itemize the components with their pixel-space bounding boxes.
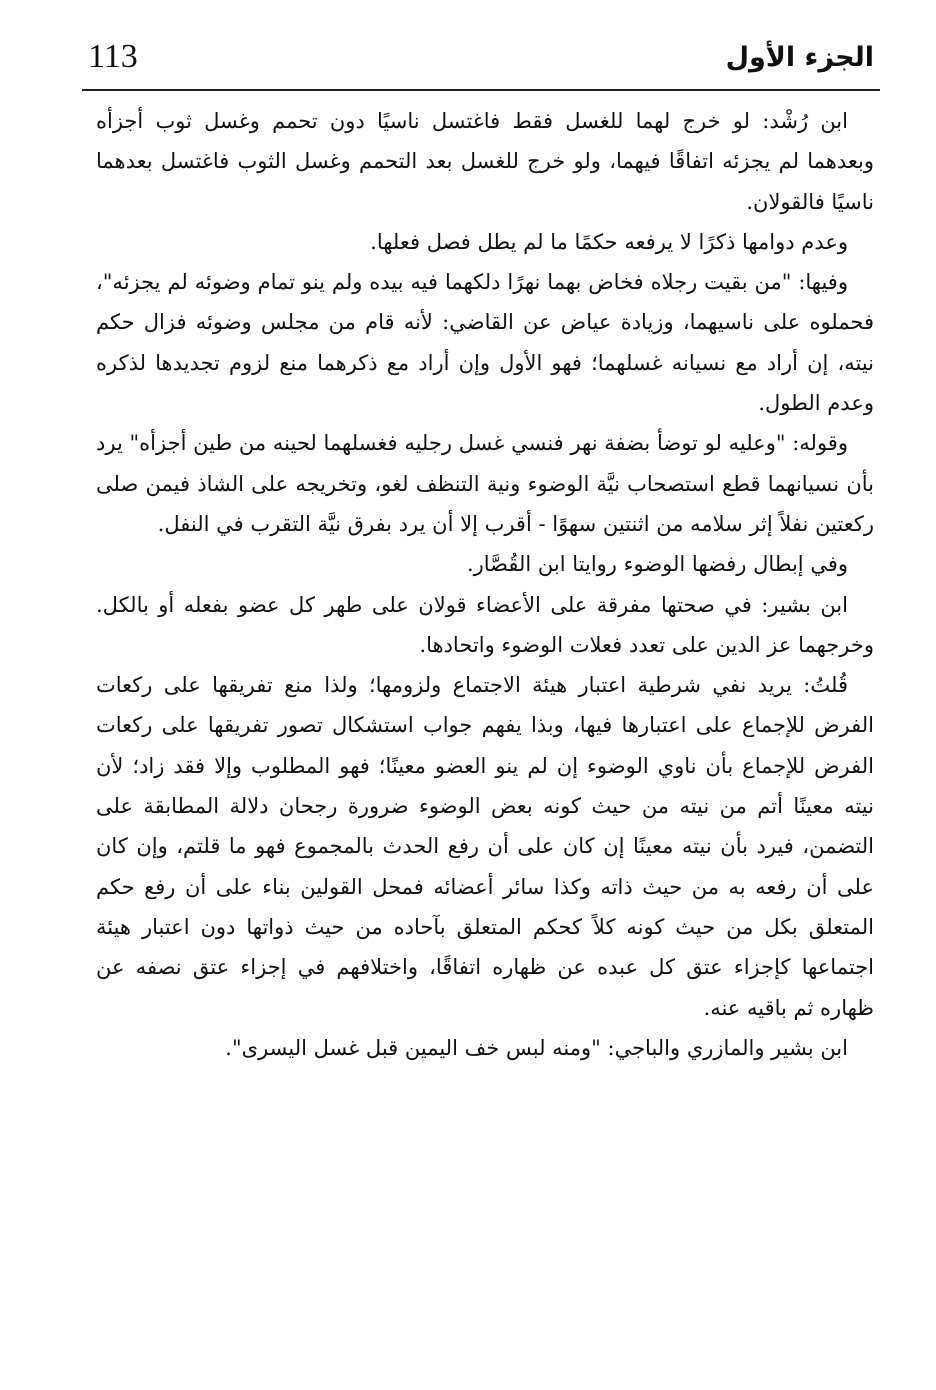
paragraph: قُلتُ: يريد نفي شرطية اعتبار هيئة الاجتماع ولزومها؛ ولذا منع تفريقها على ركعات الفرض للإجماع على اعتبارها فيها، وبذا يفهم جواب استشكال تصور تفريقها على ركعات الفرض للإجماع بأن ناوي الوضوء إن لم ينو العضو معينًا؛ فهو المطلوب وإلا فقد زاد؛ لأن نيته معينًا أتم من نيته من حيث كونه بعض الوضوء ضرورة رجحان دلالة المطابقة على التضمن، فيرد بأن نيته معينًا إن كان على أن رفع الحدث بالمجموع فهو ما قلتم، وإن كان على أن رفعه به من حيث ذاته وكذا سائر أعضائه فمحل القولين بناء على أن رفع حكم المتعلق بكل من حيث كونه كلاً كحكم المتعلق بآحاده من حيث ذواتها دون اعتبار هيئة اجتماعها كإجزاء عتق كل عبده عن ظهاره اتفاقًا، واختلافهم في إجزاء عتق نصفه عن ظهاره ثم باقيه عنه. [96,673,874,1020]
page-body [96,101,874,1068]
running-title: الجزء الأول [725,42,874,73]
page-header [0,0,936,100]
paragraph: وعدم دوامها ذكرًا لا يرفعه حكمًا ما لم يطل فصل فعلها. [370,229,848,254]
paragraph: ابن بشير والمازري والباجي: "ومنه لبس خف اليمين قبل غسل اليسرى". [225,1035,848,1060]
paragraph: وفيها: "من بقيت رجلاه فخاض بهما نهرًا دلكهما فيه بيده ولم ينو تمام وضوئه لم يجزئه"، فحملوه على ناسيهما، وزيادة عياض عن القاضي: لأنه قام من مجلس وضوئه فزال حكم نيته، إن أراد مع نسيانه غسلهما؛ فهو الأول وإن أراد مع ذكرهما منع لزوم تجديدها لذكره وعدم الطول. [96,270,874,416]
paragraph: وقوله: "وعليه لو توضأ بضفة نهر فنسي غسل رجليه فغسلهما لحينه من طين أجزأه" يرد بأن نسيانهما قطع استصحاب نيَّة الوضوء ونية التنظف لغو، وتخريجه على الشاذ فيمن صلى ركعتين نفلاً إثر سلامه من اثنتين سهوًا - أقرب إلا أن يرد بفرق نيَّة التقرب في النفل. [96,431,874,536]
page-number: 113 [88,38,138,75]
paragraph: ابن رُشْد: لو خرج لهما للغسل فقط فاغتسل ناسيًا دون تحمم وغسل ثوب أجزأه وبعدهما لم يجزئه اتفاقًا فيهما، ولو خرج للغسل بعد التحمم وغسل الثوب فاغتسل بعدهما ناسيًا فالقولان. [96,109,874,214]
paragraph: وفي إبطال رفضها الوضوء روايتا ابن القُصَّار. [466,552,848,577]
paragraph: ابن بشير: في صحتها مفرقة على الأعضاء قولان على طهر كل عضو بفعله أو بالكل. وخرجهما عز الدين على تعدد فعلات الوضوء واتحادها. [96,592,874,657]
header-rule [82,89,880,91]
